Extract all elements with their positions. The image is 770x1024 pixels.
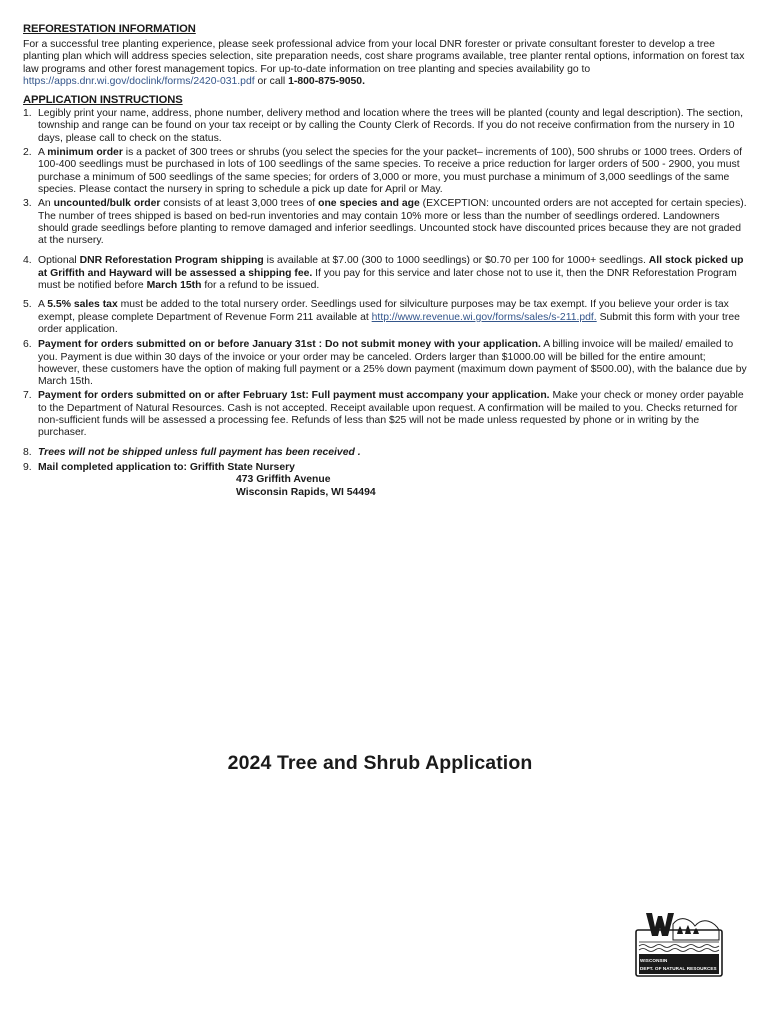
instruction-text: must be added to the total nursery order. Seedlings used for silviculture purposes may be tax exempt. If you believe your order is tax exempt, please complete Department of Revenue Form 211 available at (38, 299, 729, 323)
document-body (23, 22, 749, 499)
instruction-bold: DNR Reforestation Program shipping (79, 255, 264, 267)
instruction-number: 8. (23, 446, 32, 458)
instruction-text: Optional (38, 255, 80, 267)
instruction-text: A (38, 299, 48, 311)
instruction-item-6 (23, 339, 749, 388)
instruction-number: 6. (23, 339, 32, 351)
form-title: 2024 Tree and Shrub Application (227, 752, 533, 774)
reforestation-heading: REFORESTATION INFORMATION (23, 23, 196, 35)
logo-text-line-1: WISCONSIN (640, 958, 668, 963)
instruction-item-5 (23, 299, 749, 336)
instruction-number: 2. (23, 147, 32, 159)
instruction-bold: uncounted/bulk order (53, 198, 161, 210)
instruction-text: for a refund to be issued. (201, 280, 320, 292)
reforestation-text: For a successful tree planting experience, please seek professional advice from your local DNR forester or private consultant forester to develop a tree planting plan which will address species selection, site preparation needs, cost share programs available, tree planter rental options, information on forest tax law programs and other forest management topics. For up-to-date information on tree planting and species availability go to (23, 39, 745, 75)
instruction-text: If you pay for this service and later chose not to use it, then the DNR Reforestation Program must be notified before (38, 267, 737, 292)
instruction-bold: Payment for orders submitted on or before January 31st : Do not submit money with your application. (38, 339, 541, 351)
instruction-item-9 (23, 462, 749, 499)
instruction-bold: March 15th (146, 280, 202, 292)
instruction-text: consists of at least 3,000 trees of (160, 198, 319, 210)
logo-text-line-2: DEPT. OF NATURAL RESOURCES (640, 966, 717, 971)
instruction-bold: All stock picked up at Griffith and Hayward will be assessed a shipping fee. (38, 255, 744, 279)
instruction-number: 7. (23, 390, 32, 402)
instruction-number: 3. (23, 198, 32, 210)
application-heading: APPLICATION INSTRUCTIONS (23, 94, 183, 107)
instruction-text: Make your check or money order payable to the Department of Natural Resources. Cash is not accepted. Receipt available upon request. A confirmation will be mailed to you. Checks returned for non-sufficient funds will be assessed a processing fee. Refunds of less than $25 will not be made unless requested by phone or in writing by the purchaser. (38, 390, 744, 439)
instruction-bold: minimum order (47, 147, 123, 159)
instruction-item-7 (23, 390, 749, 439)
instruction-text: Legibly print your name, address, phone number, delivery method and location where the trees will be planted (county and legal description). The section, township and range can be found on your tax receipt or by calling the County Clerk of Records. If you do not receive confirmation from the nursery in 10 days, please call to check on the status. (38, 108, 744, 144)
mail-address-line-2: 473 Griffith Avenue (236, 474, 331, 486)
instruction-bold: one species and age (318, 198, 420, 210)
instruction-text: A (38, 147, 48, 159)
doclink-url[interactable]: https://apps.dnr.wi.gov/doclink/forms/2420-031.pdf (23, 75, 255, 87)
instruction-number: 1. (23, 108, 32, 120)
mail-label: Mail completed application to: (38, 461, 190, 473)
instruction-text: A billing invoice will be mailed/ emailed to you. Payment is due within 30 days of the invoice or your order may be canceled. Orders larger than $1000.00 will be billed for the entire amount; however, these customers have the option of making full payment or a 25% down payment (maximum down payment of $500.00), with the balance due by March 15th. (38, 339, 747, 388)
instruction-text: (EXCEPTION: uncounted orders are not accepted for certain species). The number of trees shipped is based on bed-run inventories and may contain 10% more or less than the number of seedlings ordered. Landowners should grade seedlings before planting to remove damaged and inferior seedlings. Uncounted stock have discounted prices because they are not graded at the nursery. (38, 198, 747, 247)
instruction-text: Submit this form with your tree order application. (38, 311, 740, 335)
instruction-item-8 (23, 447, 749, 459)
reforestation-paragraph (23, 39, 749, 88)
instruction-item-3 (23, 198, 749, 247)
instruction-bold: 5.5% sales tax (47, 299, 118, 311)
instruction-item-2 (23, 147, 749, 196)
instruction-number: 5. (23, 299, 32, 311)
instruction-bold-italic: Trees will not be shipped unless full payment has been received . (38, 446, 361, 458)
instruction-text: An (38, 198, 54, 210)
instruction-item-4 (23, 255, 749, 292)
revenue-form-link[interactable]: http://www.revenue.wi.gov/forms/sales/s-211.pdf. (371, 311, 597, 323)
instruction-text: is a packet of 300 trees or shrubs (you select the species for the your packet– increments of 100), 500 shrubs or 1000 trees. Orders of 100-400 seedlings must be purchased in lots of 100 seedlings of the same species. To receive a price reduction for larger orders of 500 - 2900, you must purchase a minimum of 500 seedlings of the same species; for orders of 3,000 or more, you must purchase a minimum of 3,000 seedlings of the same species. Please contact the nursery in spring to schedule a pick up date for April or May. (38, 147, 743, 195)
instruction-bold: Payment for orders submitted on or after February 1st: Full payment must accompany your application. (38, 390, 550, 402)
mail-address-line-3: Wisconsin Rapids, WI 54494 (236, 486, 376, 498)
instruction-text: is available at $7.00 (300 to 1000 seedlings) or $0.70 per 100 for 1000+ seedlings. (263, 255, 649, 267)
mail-address-line-1: Griffith State Nursery (189, 461, 295, 473)
or-call-text: or call (254, 75, 289, 87)
phone-number: 1-800-875-9050. (288, 75, 365, 87)
instruction-number: 9. (23, 461, 32, 473)
instruction-list (23, 108, 749, 499)
instruction-number: 4. (23, 255, 32, 267)
instruction-item-1 (23, 108, 749, 145)
